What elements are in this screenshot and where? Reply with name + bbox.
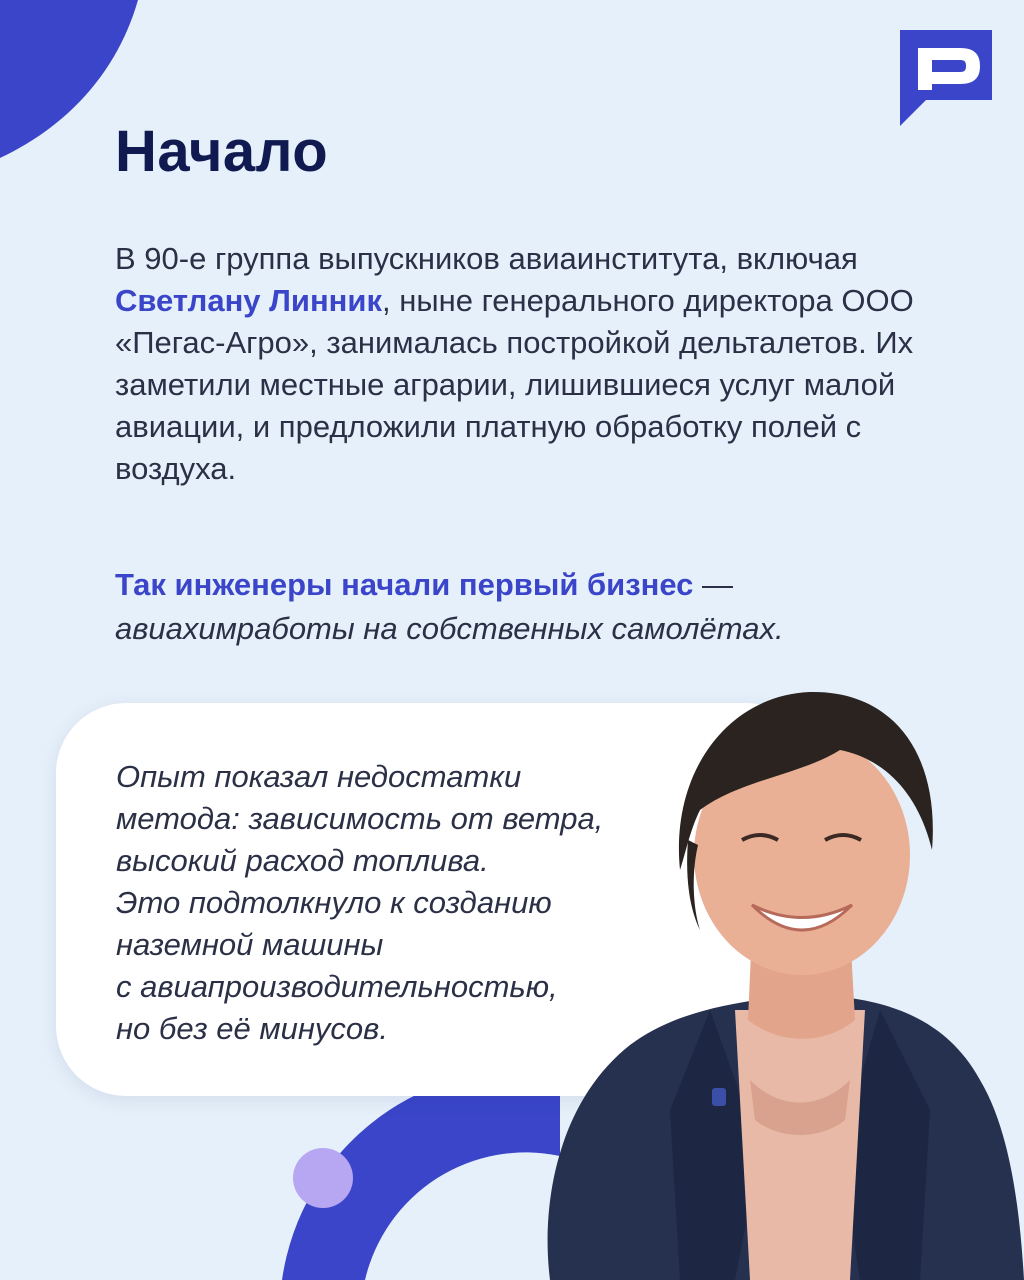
- intro-text-1: В 90-е группа выпускников авиаинститута, включая: [115, 241, 858, 276]
- lead-statement: [115, 563, 965, 651]
- lead-italic: авиахимработы на собственных самолётах.: [115, 611, 784, 646]
- intro-text-2: , ныне генерального директора ООО «Пегас-Агро», занималась постройкой дельталетов. Их заметили местные аграрии, лишившиеся услуг малой авиации, и предложили платную обработку полей с воздуха.: [115, 283, 914, 486]
- quote-text: Опыт показал недостатки метода: зависимость от ветра, высокий расход топлива. Это подтолкнуло к созданию наземной машины с авиапроизводительностью, но без её минусов.: [116, 759, 604, 1046]
- page-title: Начало: [115, 119, 329, 184]
- lead-dash: —: [693, 567, 734, 602]
- lead-highlight: Так инженеры начали первый бизнес: [115, 567, 694, 602]
- logo-icon: [896, 28, 996, 130]
- intro-paragraph: [115, 238, 945, 490]
- person-portrait: [520, 680, 1024, 1280]
- person-name-highlight: Светлану Линник: [115, 283, 382, 318]
- purple-circle-icon: [293, 1148, 353, 1208]
